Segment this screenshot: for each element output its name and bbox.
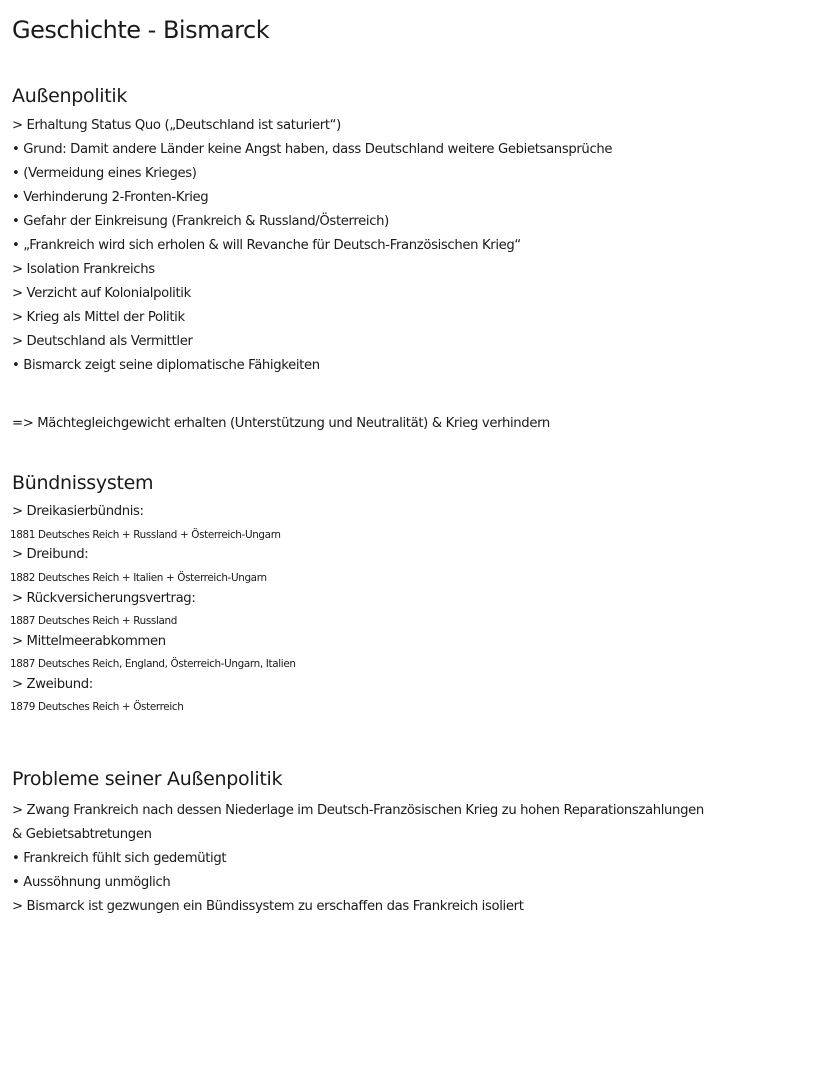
aussenpolitik-line: > Isolation Frankreichs bbox=[12, 262, 155, 277]
aussenpolitik-line: > Deutschland als Vermittler bbox=[12, 334, 193, 349]
aussenpolitik-conclusion: => Mächtegleichgewicht erhalten (Unterstützung und Neutralität) & Krieg verhindern bbox=[12, 416, 550, 431]
alliance-name: > Dreibund: bbox=[12, 547, 89, 562]
alliance-detail: 1887 Deutsches Reich + Russland bbox=[10, 615, 178, 627]
aussenpolitik-line: • Gefahr der Einkreisung (Frankreich & Russland/Österreich) bbox=[12, 214, 389, 229]
aussenpolitik-line: • „Frankreich wird sich erholen & will Revanche für Deutsch-Französischen Krieg“ bbox=[12, 238, 521, 253]
aussenpolitik-line: • Bismarck zeigt seine diplomatische Fähigkeiten bbox=[12, 358, 320, 373]
aussenpolitik-line: • Verhinderung 2-Fronten-Krieg bbox=[12, 190, 209, 205]
probleme-line: • Frankreich fühlt sich gedemütigt bbox=[12, 851, 227, 866]
alliance-detail: 1882 Deutsches Reich + Italien + Österreich-Ungarn bbox=[10, 572, 267, 584]
section-heading-probleme: Probleme seiner Außenpolitik bbox=[12, 768, 283, 790]
section-heading-aussenpolitik: Außenpolitik bbox=[12, 85, 128, 107]
aussenpolitik-line: • (Vermeidung eines Krieges) bbox=[12, 166, 197, 181]
page-title: Geschichte - Bismarck bbox=[12, 16, 270, 44]
alliance-detail: 1879 Deutsches Reich + Österreich bbox=[10, 701, 184, 713]
alliance-name: > Rückversicherungsvertrag: bbox=[12, 591, 196, 606]
aussenpolitik-line: > Krieg als Mittel der Politik bbox=[12, 310, 185, 325]
probleme-line: & Gebietsabtretungen bbox=[12, 827, 152, 842]
alliance-name: > Dreikasierbündnis: bbox=[12, 504, 144, 519]
probleme-line: • Aussöhnung unmöglich bbox=[12, 875, 171, 890]
section-heading-buendnissystem: Bündnissystem bbox=[12, 472, 154, 494]
aussenpolitik-line: > Erhaltung Status Quo („Deutschland ist saturiert“) bbox=[12, 118, 341, 133]
probleme-line: > Bismarck ist gezwungen ein Bündissystem zu erschaffen das Frankreich isoliert bbox=[12, 899, 524, 914]
alliance-detail: 1887 Deutsches Reich, England, Österreich-Ungarn, Italien bbox=[10, 658, 296, 670]
alliance-name: > Zweibund: bbox=[12, 677, 93, 692]
alliance-detail: 1881 Deutsches Reich + Russland + Österreich-Ungarn bbox=[10, 529, 281, 541]
aussenpolitik-line: > Verzicht auf Kolonialpolitik bbox=[12, 286, 191, 301]
alliance-name: > Mittelmeerabkommen bbox=[12, 634, 166, 649]
aussenpolitik-line: • Grund: Damit andere Länder keine Angst haben, dass Deutschland weitere Gebietsansprüche bbox=[12, 142, 613, 157]
probleme-line: > Zwang Frankreich nach dessen Niederlage im Deutsch-Französischen Krieg zu hohen Reparationszahlungen bbox=[12, 803, 704, 818]
